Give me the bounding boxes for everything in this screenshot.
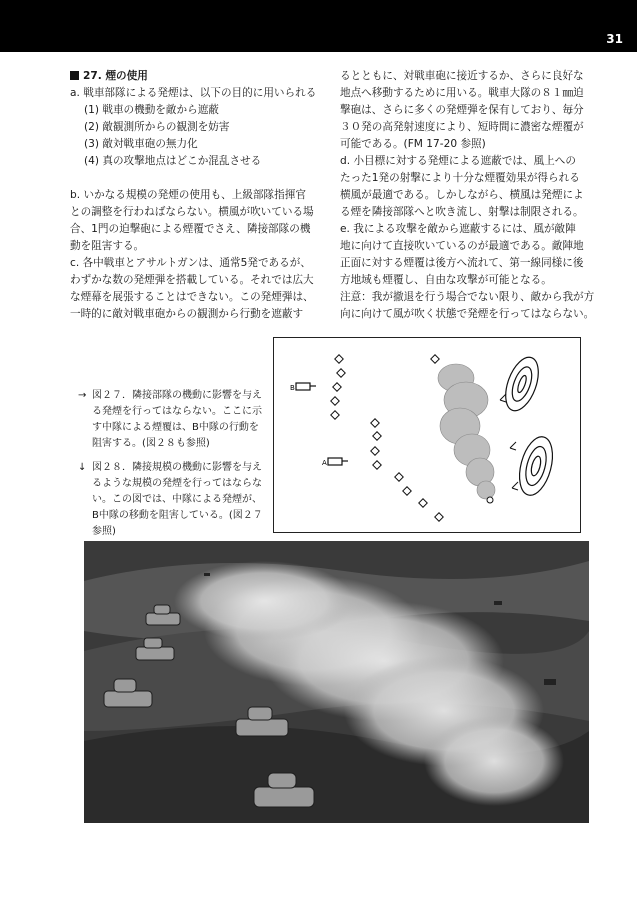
right-paragraph-line: 方地域も煙覆し、自由な攻撃が可能となる。 — [340, 274, 552, 286]
right-paragraph-line: 可能である。(FM 17-20 参照) — [340, 138, 486, 150]
left-paragraph-line: (2) 敵観測所からの観測を妨害 — [84, 121, 230, 133]
tank-a-icon — [328, 458, 348, 465]
paragraph-gap — [70, 170, 320, 187]
label-b-company: B — [290, 384, 295, 392]
caption-fig27-text: 図２７．隣接部隊の機動に影響を与え る発煙を行ってはならない。ここに示 す中隊による煙覆は、B中隊の行動を 阻害する。(図２８も参照) — [92, 390, 262, 449]
right-paragraph-line: 向に向けて風が吹く状態で発煙を行ってはならない。 — [340, 308, 595, 320]
right-paragraph-line: d. 小目標に対する発煙による遮蔽では、風上への — [340, 155, 576, 167]
left-paragraph-line: な煙幕を展張することはできない。この発煙弾は、 — [70, 291, 314, 303]
caption-fig28 — [78, 460, 268, 540]
left-paragraph-line: わずかな数の発煙弾を搭載している。それでは広大 — [70, 274, 314, 286]
vehicle-markers — [331, 355, 443, 521]
right-paragraph-line: 横風が最適である。しかしながら、横風は発煙によ — [340, 189, 584, 201]
left-paragraph-line: 動を阻害する。 — [70, 240, 145, 252]
section-heading: 27. 煙の使用 — [70, 68, 320, 85]
left-paragraph-line: 一時的に敵対戦車砲からの観測から行動を遮蔽す — [70, 308, 304, 320]
left-paragraph-line: a. 戦車部隊による発煙は、以下の目的に用いられる — [70, 87, 317, 99]
left-paragraph-line: 合、1門の迫撃砲による煙覆でさえ、隣接部隊の機 — [70, 223, 311, 235]
left-column — [70, 68, 320, 323]
label-a-company: A — [322, 459, 327, 467]
left-paragraph-line: (4) 真の攻撃地点はどこか混乱させる — [84, 155, 262, 167]
figure-27-diagram — [273, 337, 581, 533]
right-paragraph-line: るとともに、対戦車砲に接近するか、さらに良好な — [340, 70, 584, 82]
smoke-source-marker — [487, 497, 493, 503]
square-bullet-icon — [70, 71, 79, 80]
arrow-down-icon: ↓ — [78, 462, 87, 473]
right-paragraph-line: 注意：我が撤退を行う場合でない限り、敵から我が方 — [340, 291, 595, 303]
right-paragraph-line: 地に向けて直接吹いているのが最適である。敵陣地 — [340, 240, 584, 252]
right-paragraph-line: 地点へ移動するために用いる。戦車大隊の８１㎜迫 — [340, 87, 584, 99]
header-bar — [0, 0, 637, 52]
left-paragraph-line: (3) 敵対戦車砲の無力化 — [84, 138, 198, 150]
caption-fig28-text: 図２８．隣接規模の機動に影響を与え るような規模の発煙を行ってはならな い。この図では、中隊による発煙が、 B中隊の移動を阻害している。(図２７ 参照) — [92, 462, 263, 537]
hill-lower — [514, 433, 559, 499]
left-paragraph-line: との調整を行わねばならない。横風が吹いている場 — [70, 206, 314, 218]
right-paragraph-line: 撃砲は、さらに多くの発煙弾を保有しており、毎分 — [340, 104, 584, 116]
figure-28-illustration — [84, 541, 589, 823]
hill-upper — [499, 353, 544, 415]
left-paragraph-line: (1) 戦車の機動を敵から遮蔽 — [84, 104, 219, 116]
tank-b-icon — [296, 383, 316, 390]
right-paragraph-line: たった1発の射撃により十分な煙覆効果が得られる — [340, 172, 580, 184]
left-paragraph-line: c. 各中戦車とアサルトガンは、通常5発であるが、 — [70, 257, 311, 269]
right-paragraph-line: ３０発の高発射速度により、短時間に濃密な煙覆が — [340, 121, 584, 133]
right-paragraph-line: 正面に対する煙覆は後方へ流れて、第一線同様に後 — [340, 257, 584, 269]
page-number: 31 — [606, 32, 623, 46]
left-paragraph-line: b. いかなる規模の発煙の使用も、上級部隊指揮官 — [70, 189, 306, 201]
right-column — [340, 68, 595, 323]
right-column-body — [340, 68, 595, 323]
right-paragraph-line: る煙を隣接部隊へと吹き流し、射撃は制限される。 — [340, 206, 584, 218]
smoke-screen-diagram — [274, 338, 580, 532]
right-paragraph-line: e. 我による攻撃を敵から遮蔽するには、風が敵陣 — [340, 223, 576, 235]
left-column-body — [70, 85, 320, 323]
figure-captions — [78, 388, 268, 548]
caption-fig27 — [78, 388, 268, 452]
battlefield-illustration — [84, 541, 589, 823]
arrow-right-icon: → — [78, 390, 87, 401]
smoke-plume — [438, 364, 495, 499]
